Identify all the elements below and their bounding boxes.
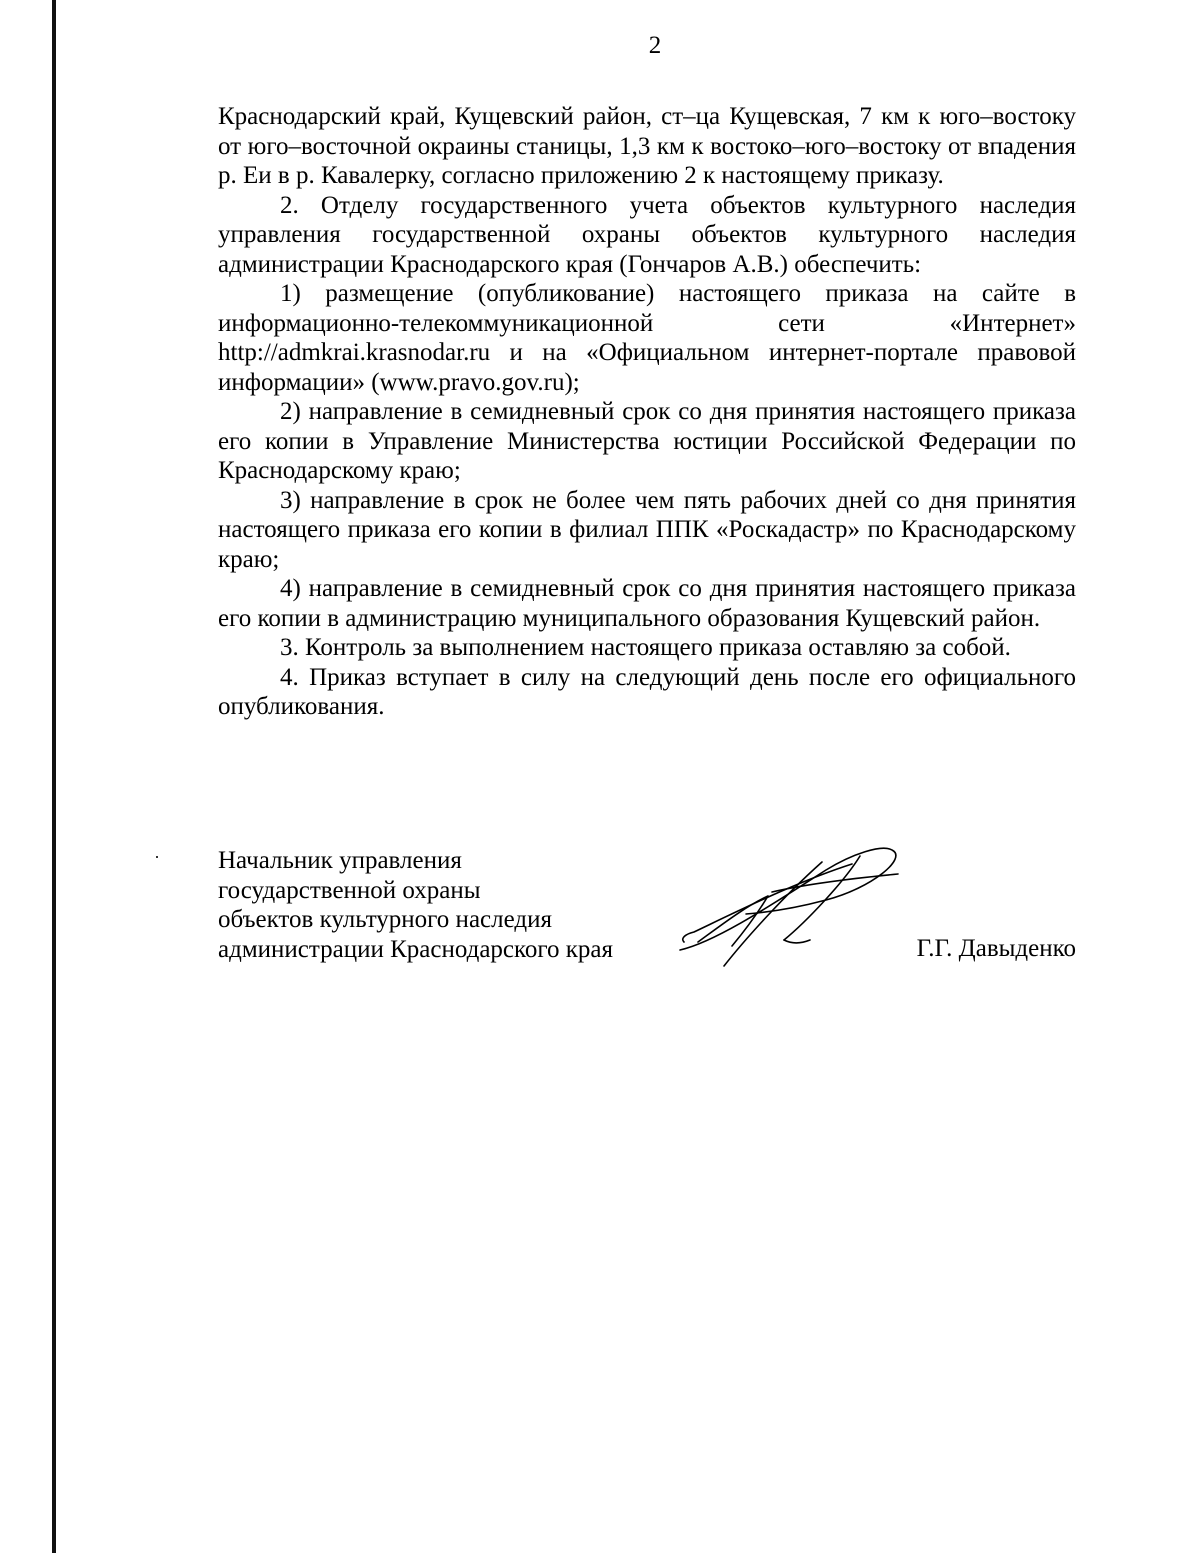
scan-left-edge [52, 0, 56, 1553]
signer-title-line: Начальник управления [218, 847, 462, 874]
page-number: 2 [648, 32, 662, 59]
paragraph-subitem-1: 1) размещение (опубликование) настоящего приказа на сайте в информационно-телекоммуникационной сети «Интернет» http://admkrai.krasnodar.ru и на «Официальном интернет-портале правовой информации» (www.pravo.gov.ru); [218, 280, 1076, 396]
paragraph-subitem-4: 4) направление в семидневный срок со дня принятия настоящего приказа его копии в администрацию муниципального образования Кущевский район. [218, 575, 1076, 632]
scan-speck [156, 856, 158, 858]
paragraph-item-3: 3. Контроль за выполнением настоящего приказа оставляю за собой. [280, 634, 1011, 661]
signer-title-line: государственной охраны [218, 876, 481, 904]
signer-title [218, 846, 613, 964]
paragraph-subitem-2: 2) направление в семидневный срок со дня принятия настоящего приказа его копии в Управление Министерства юстиции Российской Федерации по Краснодарскому краю; [218, 398, 1076, 484]
signer-title-line: объектов культурного наследия [218, 906, 552, 933]
paragraph-item-4: 4. Приказ вступает в силу на следующий день после его официального опубликования. [218, 663, 1076, 720]
paragraph-subitem-3: 3) направление в срок не более чем пять рабочих дней со дня принятия настоящего приказа его копии в филиал ППК «Роскадастр» по Краснодарскому краю; [218, 486, 1076, 573]
signature-block [218, 846, 1076, 976]
document-body [218, 102, 1076, 722]
handwritten-signature [676, 842, 916, 970]
signer-title-line: администрации Краснодарского края [218, 935, 614, 963]
paragraph-item-2: 2. Отделу государственного учета объектов культурного наследия управления государственной охраны объектов культурного наследия администрации Краснодарского края (Гончаров А.В.) обеспечить: [218, 191, 1076, 278]
paragraph-address-continuation: Краснодарский край, Кущевский район, ст–ца Кущевская, 7 км к юго–востоку от юго–восточной окраины станицы, 1,3 км к востоко–юго–востоку от впадения р. Еи в р. Кавалерку, согласно приложению 2 к настоящему приказу. [218, 103, 1076, 189]
signer-name: Г.Г. Давыденко [916, 935, 1076, 962]
